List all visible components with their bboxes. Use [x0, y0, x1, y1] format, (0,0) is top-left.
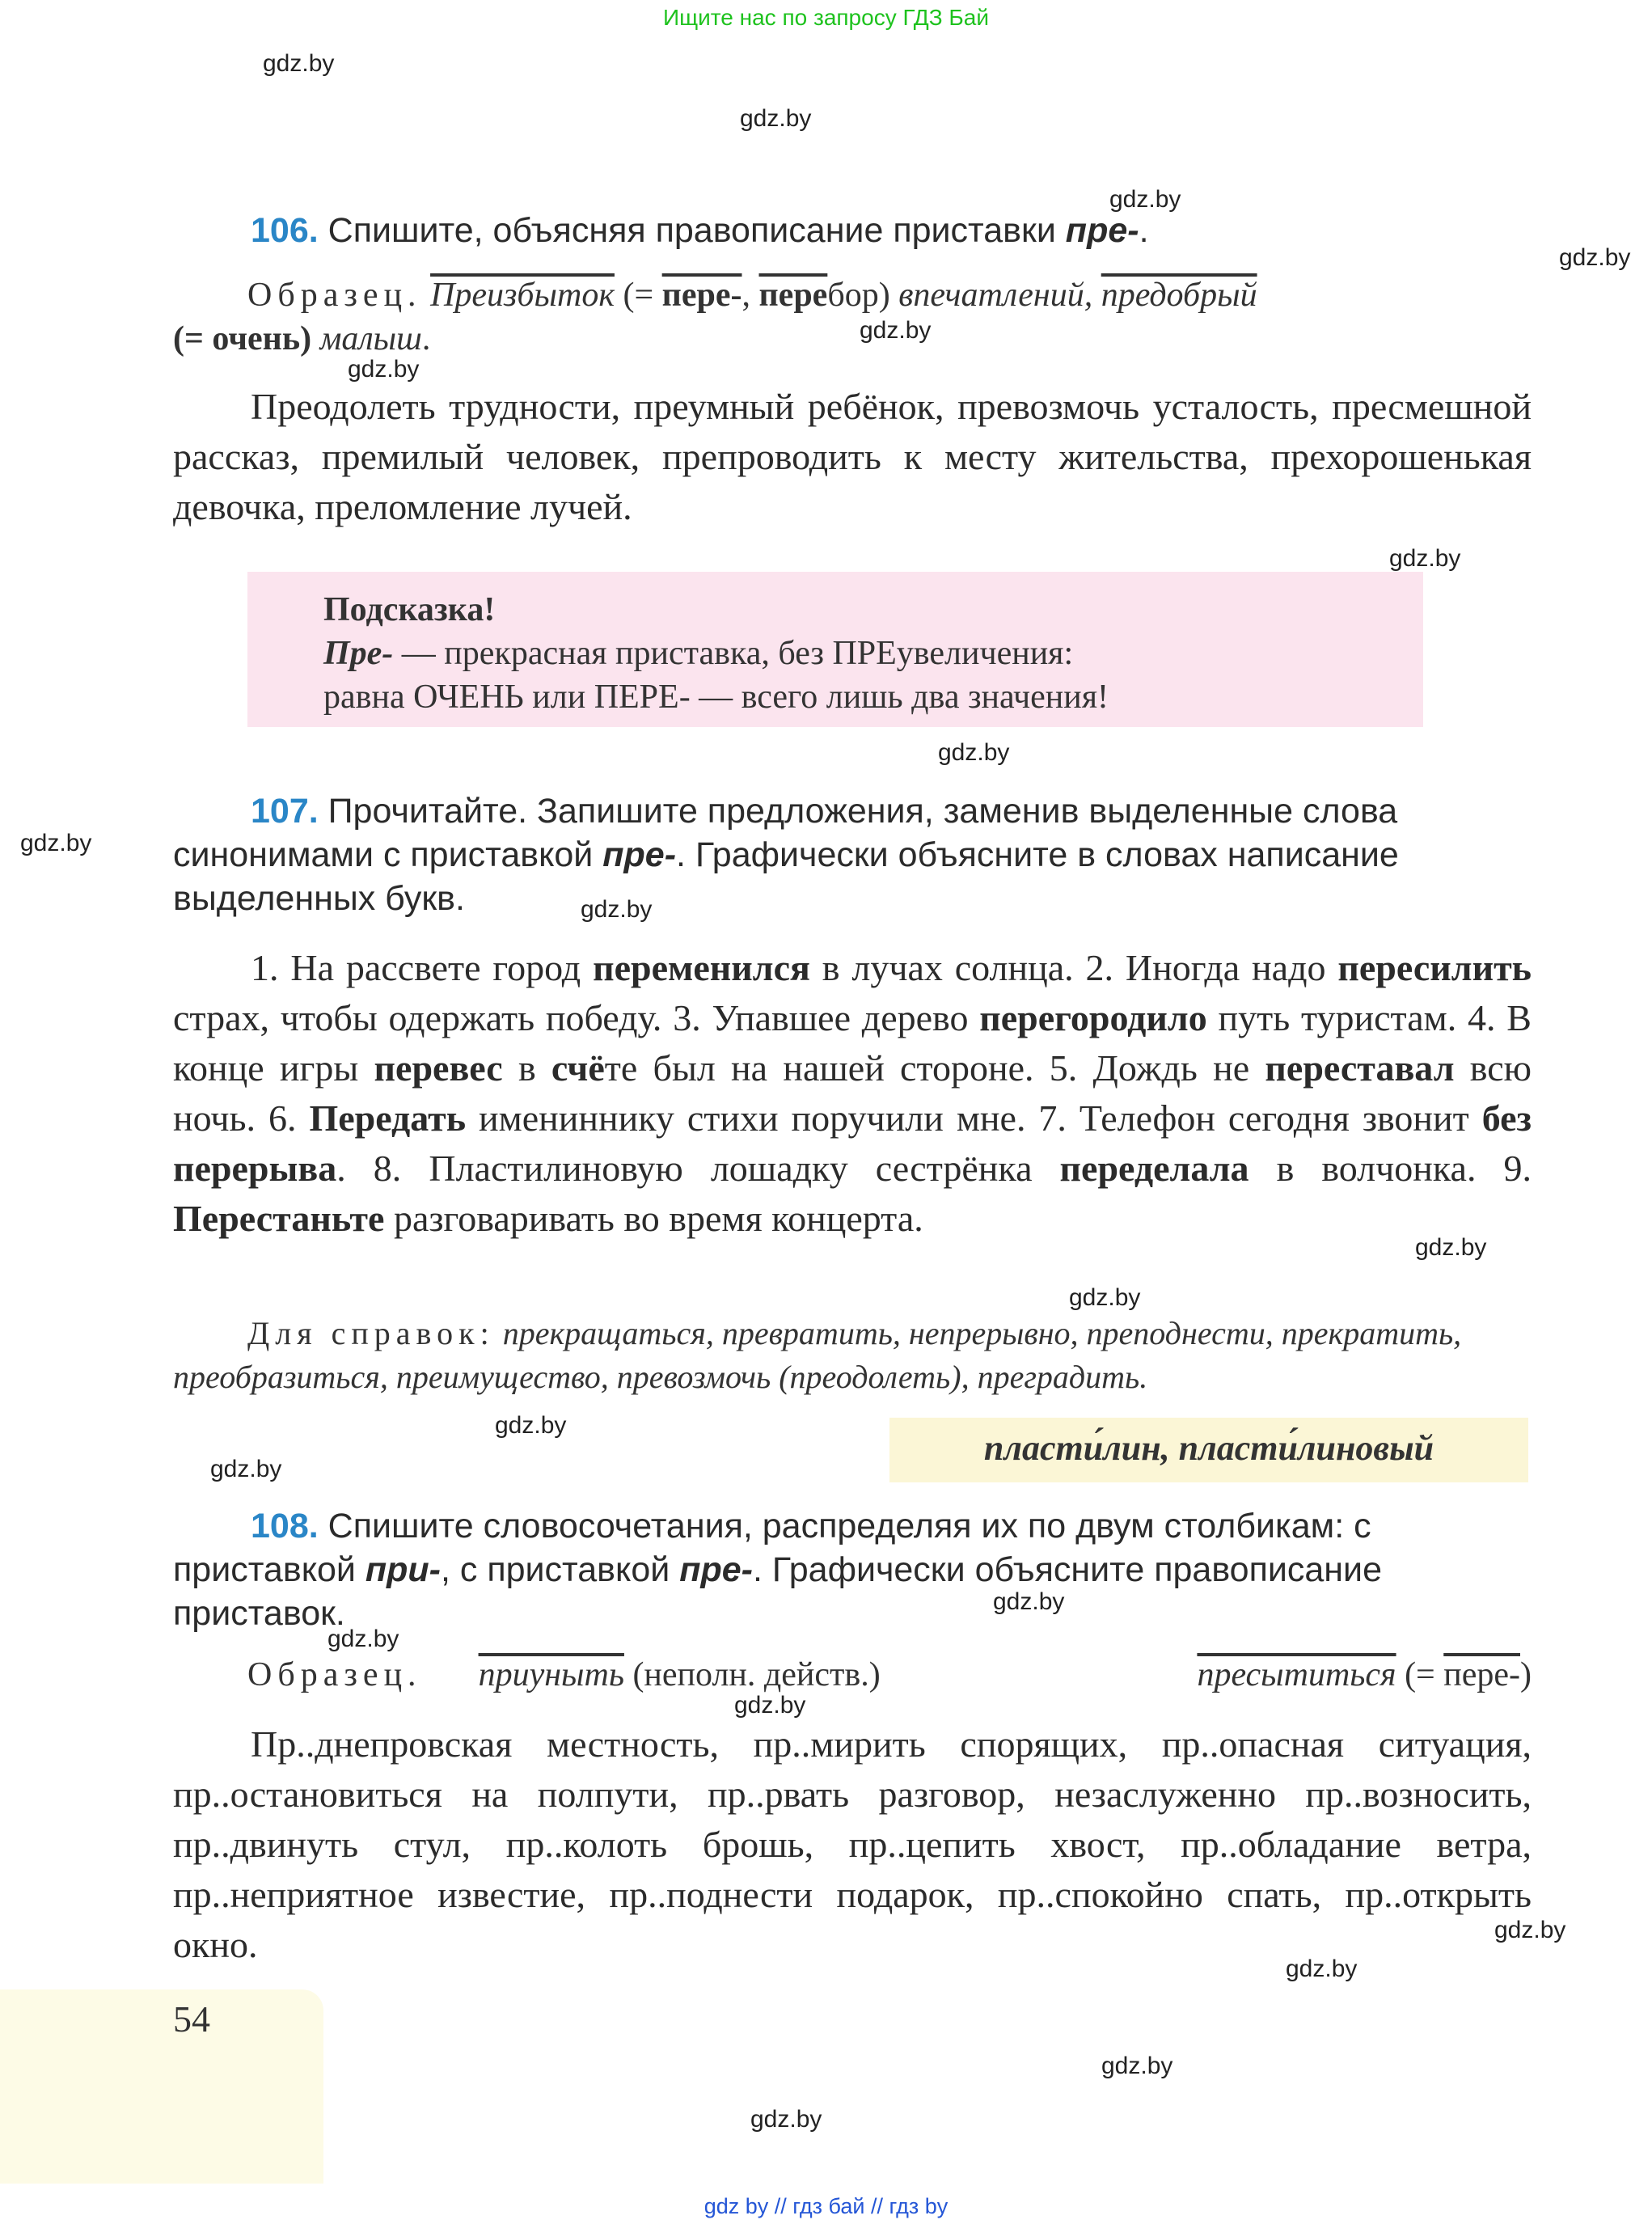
task-107-reference: Для справок: прекращаться, превратить, непрерывно, преподнести, прекратить, преобразиться, преимущество, превозмочь (преодолеть), преградить. [173, 1315, 1462, 1395]
watermark: gdz.by [1415, 1234, 1487, 1261]
task-106-body: Преодолеть трудности, преумный ребёнок, превозмочь усталость, пресмешной рассказ, премилый человек, препроводить к месту жительства, прехорошенькая девочка, преломление лучей. [173, 386, 1532, 527]
watermark: gdz.by [1559, 244, 1631, 271]
task-106-number: 106. [251, 211, 319, 250]
hint-text: Подсказка! Пре- — прекрасная приставка, без ПРЕувеличения: равна ОЧЕНЬ или ПЕРЕ- — всего лишь два значения! [323, 588, 1407, 719]
vocab-word: пласти́лин, пласти́линовый [983, 1428, 1434, 1468]
watermark: gdz.by [750, 2106, 822, 2133]
watermark: gdz.by [740, 105, 812, 132]
watermark: gdz.by [1389, 545, 1461, 572]
task-107-number: 107. [251, 792, 319, 831]
watermark: gdz.by [20, 830, 92, 856]
reference-label: Для справок: [247, 1315, 495, 1351]
watermark: gdz.by [263, 50, 335, 77]
task-108-number: 108. [251, 1507, 319, 1545]
watermark: gdz.by [495, 1412, 567, 1439]
task-108-body: Пр..днепровская местность, пр..мирить спорящих, пр..опасная ситуация, пр..остановиться на полпути, пр..рвать разговор, незаслуженно пр..возносить, пр..двинуть стул, пр..колоть брошь, пр..цепить хвост, пр..обладание ветра, пр..неприятное известие, пр..поднести подарок, пр..спокойно спать, пр..открыть окно. [173, 1723, 1532, 1965]
watermark: gdz.by [581, 896, 653, 923]
page-corner [0, 1989, 323, 2184]
watermark: gdz.by [1286, 1956, 1358, 1982]
sample-label: Образец. [247, 277, 422, 314]
top-banner[interactable]: Ищите нас по запросу ГДЗ Бай [662, 5, 990, 30]
task-107-heading: 107. Прочитайте. Запишите предложения, заменив выделенные слова синонимами с приставкой пре-. Графически объясните в словах написание выделенных букв. [173, 792, 1399, 918]
watermark: gdz.by [348, 356, 420, 383]
watermark: gdz.by [993, 1588, 1065, 1615]
page-number: 54 [173, 1998, 210, 2040]
task-107-body: 1. На рассвете город переменился в лучах солнца. 2. Иногда надо пересилить страх, чтобы одержать победу. 3. Упавшее дерево перегородило путь туристам. 4. В конце игры перевес в счёте был на нашей стороне. 5. Дождь не переставал всю ночь. 6. Передать имениннику стихи поручили мне. 7. Телефон сегодня звонит без перерыва. 8. Пластилиновую лошадку сестрёнка переделала в волчонка. 9. Перестаньте разговаривать во время концерта. [173, 947, 1532, 1239]
hint-title: Подсказка! [323, 591, 496, 628]
watermark: gdz.by [327, 1626, 399, 1652]
footer-links[interactable]: gdz by // гдз бай // гдз by [703, 2194, 949, 2218]
watermark: gdz.by [860, 317, 932, 344]
task-106-sample: Образец. Преизбыток (= пере-, перебор) впечатлений, предобрый (= очень) малыш. [173, 277, 1257, 357]
task-106-heading: 106. Спишите, объясняя правописание приставки пре-. [251, 211, 1149, 250]
task-108-heading: 108. Спишите словосочетания, распределяя их по двум столбикам: с приставкой при-, с приставкой пре-. Графически объясните правописание приставок. [173, 1507, 1382, 1633]
watermark: gdz.by [1494, 1917, 1566, 1943]
sample-label: Образец. [247, 1656, 422, 1693]
watermark: gdz.by [210, 1456, 282, 1482]
task-108-sample: Образец. приуныть (неполн. действ.) пресытиться (= пере-) [247, 1656, 1532, 1693]
watermark: gdz.by [1101, 2053, 1173, 2079]
watermark: gdz.by [1109, 186, 1181, 213]
watermark: gdz.by [938, 739, 1010, 766]
watermark: gdz.by [1069, 1284, 1141, 1311]
watermark: gdz.by [734, 1692, 806, 1719]
